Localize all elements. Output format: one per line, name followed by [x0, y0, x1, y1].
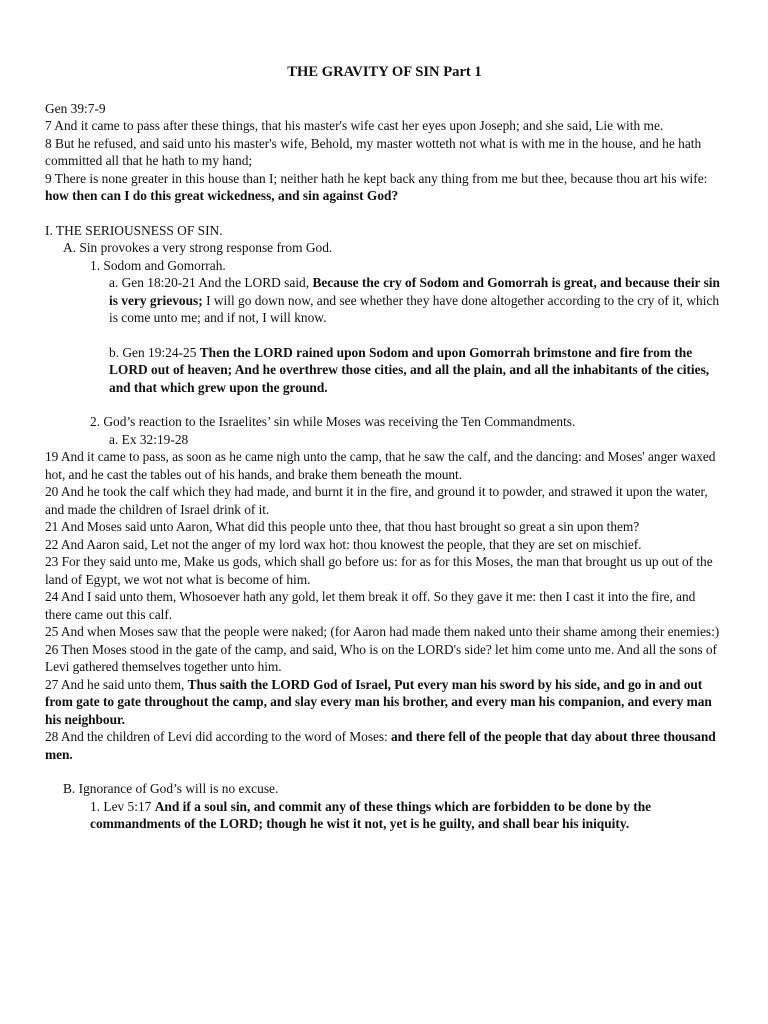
verse-27	[45, 676, 724, 729]
outline-point-A2a: a. Ex 32:19-28	[109, 431, 189, 447]
verse-22: 22 And Aaron said, Let not the anger of my lord wax hot: thou knowest the people, that they are set on mischief.	[45, 536, 642, 552]
verse-21: 21 And Moses said unto Aaron, What did this people unto thee, that thou hast brought so great a sin upon them?	[45, 519, 640, 534]
verse-19: 19 And it came to pass, as soon as he came nigh unto the camp, that he saw the calf, and the dancing: and Moses' anger waxed hot, and he cast the tables out of his hands, and brake them beneath the mount.	[45, 449, 716, 482]
outline-point-B: B. Ignorance of God’s will is no excuse.	[63, 781, 279, 796]
lev-5-reference: 1. Lev 5:17	[90, 798, 155, 814]
outline-point-A1b	[45, 344, 724, 397]
verse-7: 7 And it came to pass after these things, that his master's wife cast her eyes upon Joseph; and she said, Lie with me.	[45, 118, 664, 133]
verse-27-emphasis: Thus saith the LORD God of Israel, Put every man his sword by his side, and go in and out from gate to gate throughout the camp, and slay every man his brother, and every man his companion, and every man his neighbour.	[45, 676, 712, 727]
exodus-passage	[45, 448, 724, 763]
verse-9	[45, 170, 724, 205]
verse-20: 20 And he took the calf which they had made, and burnt it in the fire, and ground it to powder, and strawed it upon the water, and made the children of Israel drink of it.	[45, 484, 708, 517]
verse-25: 25 And when Moses saw that the people were naked; (for Aaron had made them naked unto their shame among their enemies:)	[45, 624, 720, 639]
gen-19-emphasis: Then the LORD rained upon Sodom and upon Gomorrah brimstone and fire from the LORD out of heaven; And he overthrew those cities, and all the plain, and all the inhabitants of the cities, and that which grew upon the ground.	[109, 344, 710, 395]
verse-28	[45, 728, 724, 763]
verse-28-emphasis: and there fell of the people that day about three thousand men.	[45, 729, 716, 762]
genesis-passage	[45, 100, 724, 205]
outline-point-A: A. Sin provokes a very strong response from God.	[63, 240, 333, 255]
gen-19-reference: b. Gen 19:24-25	[109, 344, 200, 360]
verse-26: 26 Then Moses stood in the gate of the camp, and said, Who is on the LORD's side? let him come unto me. And all the sons of Levi gathered themselves together unto him.	[45, 641, 717, 674]
outline-heading-I: I. THE SERIOUSNESS OF SIN.	[45, 222, 223, 238]
verse-9-text: 9 There is none greater in this house than I; neither hath he kept back any thing from me but thee, because thou art his wife:	[45, 170, 708, 186]
verse-9-emphasis: how then can I do this great wickedness, and sin against God?	[45, 188, 399, 203]
verse-27-text: 27 And he said unto them,	[45, 676, 188, 692]
verse-23: 23 For they said unto me, Make us gods, which shall go before us: for as for this Moses, the man that brought us up out of the land of Egypt, we wot not what is become of him.	[45, 554, 713, 587]
lev-5-emphasis: And if a soul sin, and commit any of these things which are forbidden to be done by the commandments of the LORD; though he wist it not, yet is he guilty, and shall bear his iniquity.	[90, 798, 652, 831]
verse-28-text: 28 And the children of Levi did according to the word of Moses:	[45, 729, 391, 744]
verse-8: 8 But he refused, and said unto his master's wife, Behold, my master wotteth not what is with me in the house, and he hath committed all that he hath to my hand;	[45, 135, 702, 168]
outline-point-A2: 2. God’s reaction to the Israelites’ sin while Moses was receiving the Ten Commandments.	[90, 414, 576, 429]
document-title: THE GRAVITY OF SIN Part 1	[287, 64, 482, 80]
verse-24: 24 And I said unto them, Whosoever hath any gold, let them break it off. So they gave it me: then I cast it into the fire, and there came out this calf.	[45, 589, 696, 622]
gen-18-emphasis: Because the cry of Sodom and Gomorrah is great, and because their sin is very grievous;	[109, 275, 720, 308]
outline-point-A1: 1. Sodom and Gomorrah.	[90, 257, 226, 273]
gen-18-text: I will go down now, and see whether they have done altogether according to the cry of it, which is come unto me; and if not, I will know.	[109, 292, 720, 325]
gen-18-reference: a. Gen 18:20-21 And the LORD said,	[109, 275, 313, 290]
outline-point-B1	[45, 798, 724, 833]
outline-point-A1a	[45, 274, 724, 327]
scripture-reference: Gen 39:7-9	[45, 100, 106, 116]
